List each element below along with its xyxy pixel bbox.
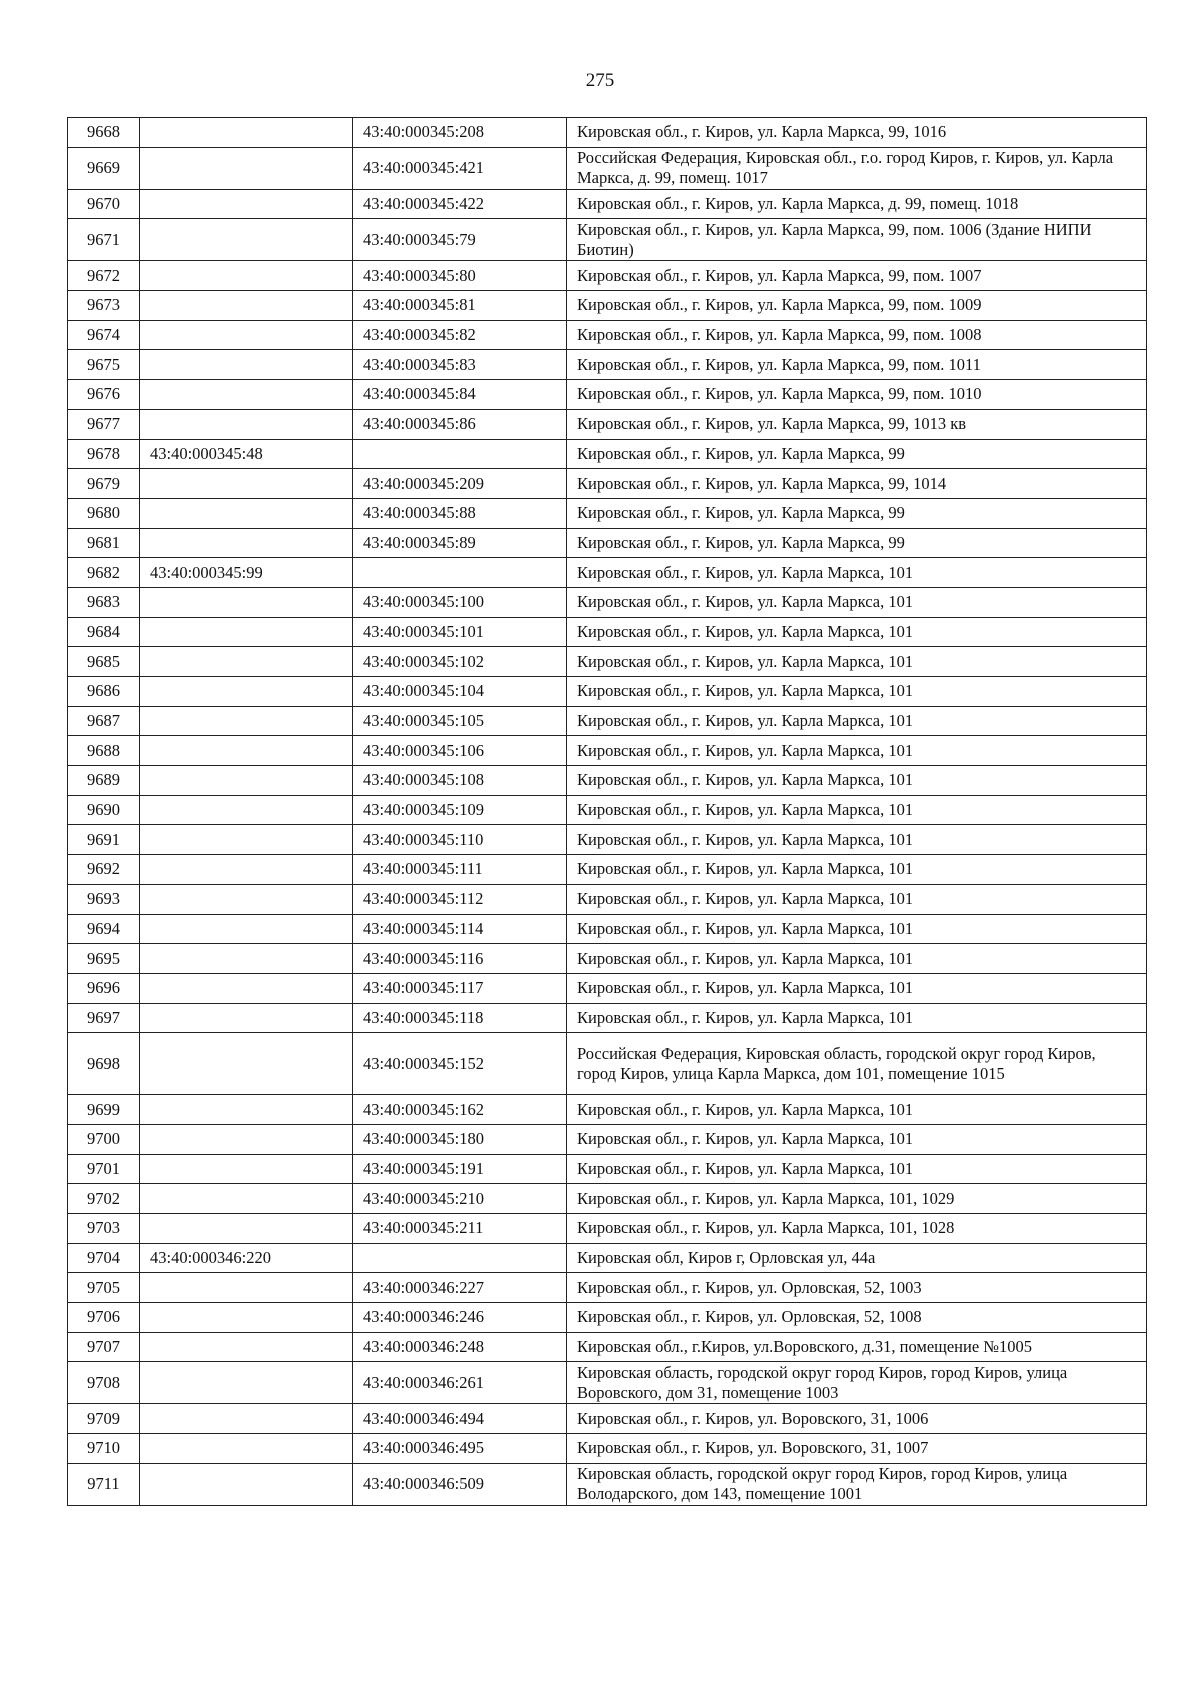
parent-cadastral-cell bbox=[140, 189, 353, 219]
cadastral-number-cell: 43:40:000345:209 bbox=[353, 469, 567, 499]
cadastral-number-cell: 43:40:000345:102 bbox=[353, 647, 567, 677]
address-cell: Российская Федерация, Кировская обл., г.о. город Киров, г. Киров, ул. Карла Маркса, д. 99, помещ. 1017 bbox=[567, 147, 1147, 189]
row-number-cell: 9695 bbox=[68, 944, 140, 974]
parent-cadastral-cell bbox=[140, 1463, 353, 1505]
table-row bbox=[68, 439, 1147, 469]
cadastral-number-cell: 43:40:000346:261 bbox=[353, 1362, 567, 1404]
address-cell: Кировская обл., г. Киров, ул. Карла Маркса, 99, пом. 1011 bbox=[567, 350, 1147, 380]
table-row bbox=[68, 350, 1147, 380]
cadastral-number-cell: 43:40:000345:81 bbox=[353, 291, 567, 321]
table-row bbox=[68, 1404, 1147, 1434]
address-cell: Кировская обл., г. Киров, ул. Воровского, 31, 1007 bbox=[567, 1434, 1147, 1464]
address-cell: Кировская обл., г. Киров, ул. Карла Маркса, 101 bbox=[567, 825, 1147, 855]
row-number-cell: 9681 bbox=[68, 528, 140, 558]
row-number-cell: 9674 bbox=[68, 320, 140, 350]
table-row bbox=[68, 261, 1147, 291]
table-row bbox=[68, 884, 1147, 914]
registry-table bbox=[67, 117, 1147, 1506]
address-cell: Кировская обл., г. Киров, ул. Карла Маркса, 101 bbox=[567, 736, 1147, 766]
row-number-cell: 9696 bbox=[68, 973, 140, 1003]
table-row bbox=[68, 944, 1147, 974]
parent-cadastral-cell bbox=[140, 1404, 353, 1434]
cadastral-number-cell: 43:40:000345:421 bbox=[353, 147, 567, 189]
row-number-cell: 9678 bbox=[68, 439, 140, 469]
row-number-cell: 9671 bbox=[68, 219, 140, 261]
row-number-cell: 9697 bbox=[68, 1003, 140, 1033]
cadastral-number-cell: 43:40:000345:110 bbox=[353, 825, 567, 855]
parent-cadastral-cell bbox=[140, 261, 353, 291]
address-cell: Кировская обл., г. Киров, ул. Карла Маркса, 101 bbox=[567, 558, 1147, 588]
cadastral-number-cell: 43:40:000346:495 bbox=[353, 1434, 567, 1464]
parent-cadastral-cell bbox=[140, 350, 353, 380]
row-number-cell: 9682 bbox=[68, 558, 140, 588]
parent-cadastral-cell bbox=[140, 147, 353, 189]
registry-table-body bbox=[68, 118, 1147, 1506]
address-cell: Кировская обл., г. Киров, ул. Карла Маркса, 101 bbox=[567, 766, 1147, 796]
table-row bbox=[68, 1033, 1147, 1095]
row-number-cell: 9694 bbox=[68, 914, 140, 944]
row-number-cell: 9700 bbox=[68, 1124, 140, 1154]
table-row bbox=[68, 736, 1147, 766]
address-cell: Кировская обл., г. Киров, ул. Карла Маркса, 99, 1013 кв bbox=[567, 409, 1147, 439]
address-cell: Кировская обл., г. Киров, ул. Карла Маркса, 101 bbox=[567, 677, 1147, 707]
parent-cadastral-cell bbox=[140, 528, 353, 558]
row-number-cell: 9702 bbox=[68, 1184, 140, 1214]
parent-cadastral-cell bbox=[140, 118, 353, 148]
table-row bbox=[68, 147, 1147, 189]
row-number-cell: 9698 bbox=[68, 1033, 140, 1095]
parent-cadastral-cell: 43:40:000345:48 bbox=[140, 439, 353, 469]
table-row bbox=[68, 219, 1147, 261]
cadastral-number-cell: 43:40:000346:246 bbox=[353, 1303, 567, 1333]
cadastral-number-cell: 43:40:000345:211 bbox=[353, 1214, 567, 1244]
table-row bbox=[68, 1095, 1147, 1125]
address-cell: Кировская обл., г. Киров, ул. Карла Маркса, 101 bbox=[567, 617, 1147, 647]
address-cell: Кировская обл., г. Киров, ул. Карла Маркса, 101 bbox=[567, 647, 1147, 677]
row-number-cell: 9672 bbox=[68, 261, 140, 291]
table-row bbox=[68, 587, 1147, 617]
row-number-cell: 9668 bbox=[68, 118, 140, 148]
cadastral-number-cell: 43:40:000345:89 bbox=[353, 528, 567, 558]
table-row bbox=[68, 1124, 1147, 1154]
row-number-cell: 9711 bbox=[68, 1463, 140, 1505]
row-number-cell: 9673 bbox=[68, 291, 140, 321]
parent-cadastral-cell bbox=[140, 1273, 353, 1303]
cadastral-number-cell: 43:40:000345:80 bbox=[353, 261, 567, 291]
cadastral-number-cell: 43:40:000345:162 bbox=[353, 1095, 567, 1125]
address-cell: Кировская обл., г. Киров, ул. Карла Маркса, 99 bbox=[567, 528, 1147, 558]
address-cell: Кировская обл., г. Киров, ул. Карла Маркса, 101 bbox=[567, 944, 1147, 974]
cadastral-number-cell: 43:40:000345:86 bbox=[353, 409, 567, 439]
cadastral-number-cell: 43:40:000346:509 bbox=[353, 1463, 567, 1505]
address-cell: Кировская обл., г. Киров, ул. Карла Маркса, 101 bbox=[567, 1003, 1147, 1033]
cadastral-number-cell: 43:40:000346:248 bbox=[353, 1332, 567, 1362]
parent-cadastral-cell bbox=[140, 469, 353, 499]
address-cell: Кировская обл., г. Киров, ул. Карла Маркса, 99, пом. 1007 bbox=[567, 261, 1147, 291]
address-cell: Кировская обл., г. Киров, ул. Карла Маркса, 101 bbox=[567, 914, 1147, 944]
table-row bbox=[68, 528, 1147, 558]
parent-cadastral-cell bbox=[140, 944, 353, 974]
table-row bbox=[68, 469, 1147, 499]
table-row bbox=[68, 795, 1147, 825]
address-cell: Кировская область, городской округ город Киров, город Киров, улица Воровского, дом 31, помещение 1003 bbox=[567, 1362, 1147, 1404]
table-row bbox=[68, 647, 1147, 677]
parent-cadastral-cell bbox=[140, 1332, 353, 1362]
cadastral-number-cell: 43:40:000345:108 bbox=[353, 766, 567, 796]
cadastral-number-cell: 43:40:000345:180 bbox=[353, 1124, 567, 1154]
parent-cadastral-cell bbox=[140, 914, 353, 944]
cadastral-number-cell: 43:40:000345:105 bbox=[353, 706, 567, 736]
parent-cadastral-cell bbox=[140, 219, 353, 261]
row-number-cell: 9686 bbox=[68, 677, 140, 707]
address-cell: Кировская обл., г. Киров, ул. Карла Маркса, 99 bbox=[567, 498, 1147, 528]
cadastral-number-cell: 43:40:000345:104 bbox=[353, 677, 567, 707]
parent-cadastral-cell bbox=[140, 766, 353, 796]
address-cell: Кировская обл., г. Киров, ул. Карла Маркса, 101, 1028 bbox=[567, 1214, 1147, 1244]
row-number-cell: 9669 bbox=[68, 147, 140, 189]
cadastral-number-cell: 43:40:000345:88 bbox=[353, 498, 567, 528]
address-cell: Кировская обл., г. Киров, ул. Карла Маркса, 101 bbox=[567, 795, 1147, 825]
row-number-cell: 9690 bbox=[68, 795, 140, 825]
table-row bbox=[68, 1273, 1147, 1303]
parent-cadastral-cell bbox=[140, 647, 353, 677]
cadastral-number-cell: 43:40:000345:422 bbox=[353, 189, 567, 219]
row-number-cell: 9688 bbox=[68, 736, 140, 766]
address-cell: Кировская обл., г. Киров, ул. Карла Маркса, 101 bbox=[567, 1154, 1147, 1184]
table-row bbox=[68, 1362, 1147, 1404]
parent-cadastral-cell bbox=[140, 1434, 353, 1464]
parent-cadastral-cell bbox=[140, 1362, 353, 1404]
cadastral-number-cell: 43:40:000345:208 bbox=[353, 118, 567, 148]
table-row bbox=[68, 1243, 1147, 1273]
table-row bbox=[68, 766, 1147, 796]
table-row bbox=[68, 825, 1147, 855]
parent-cadastral-cell bbox=[140, 1095, 353, 1125]
cadastral-number-cell bbox=[353, 558, 567, 588]
cadastral-number-cell: 43:40:000345:210 bbox=[353, 1184, 567, 1214]
row-number-cell: 9676 bbox=[68, 380, 140, 410]
parent-cadastral-cell bbox=[140, 855, 353, 885]
row-number-cell: 9707 bbox=[68, 1332, 140, 1362]
address-cell: Российская Федерация, Кировская область, городской округ город Киров, город Киров, улица Карла Маркса, дом 101, помещение 1015 bbox=[567, 1033, 1147, 1095]
cadastral-number-cell: 43:40:000345:84 bbox=[353, 380, 567, 410]
row-number-cell: 9693 bbox=[68, 884, 140, 914]
row-number-cell: 9705 bbox=[68, 1273, 140, 1303]
table-row bbox=[68, 617, 1147, 647]
row-number-cell: 9679 bbox=[68, 469, 140, 499]
address-cell: Кировская обл., г. Киров, ул. Воровского, 31, 1006 bbox=[567, 1404, 1147, 1434]
address-cell: Кировская обл., г. Киров, ул. Карла Маркса, 99, пом. 1009 bbox=[567, 291, 1147, 321]
row-number-cell: 9687 bbox=[68, 706, 140, 736]
cadastral-number-cell: 43:40:000345:106 bbox=[353, 736, 567, 766]
parent-cadastral-cell bbox=[140, 498, 353, 528]
row-number-cell: 9680 bbox=[68, 498, 140, 528]
row-number-cell: 9670 bbox=[68, 189, 140, 219]
parent-cadastral-cell bbox=[140, 1003, 353, 1033]
parent-cadastral-cell: 43:40:000345:99 bbox=[140, 558, 353, 588]
table-row bbox=[68, 706, 1147, 736]
table-row bbox=[68, 914, 1147, 944]
address-cell: Кировская обл., г. Киров, ул. Карла Маркса, 101 bbox=[567, 706, 1147, 736]
cadastral-number-cell: 43:40:000345:116 bbox=[353, 944, 567, 974]
cadastral-number-cell: 43:40:000345:117 bbox=[353, 973, 567, 1003]
table-row bbox=[68, 1184, 1147, 1214]
address-cell: Кировская обл., г. Киров, ул. Карла Маркса, д. 99, помещ. 1018 bbox=[567, 189, 1147, 219]
address-cell: Кировская обл., г.Киров, ул.Воровского, д.31, помещение №1005 bbox=[567, 1332, 1147, 1362]
parent-cadastral-cell bbox=[140, 409, 353, 439]
table-row bbox=[68, 380, 1147, 410]
table-row bbox=[68, 1303, 1147, 1333]
cadastral-number-cell: 43:40:000345:79 bbox=[353, 219, 567, 261]
page-number: 275 bbox=[585, 70, 615, 91]
table-row bbox=[68, 498, 1147, 528]
table-row bbox=[68, 558, 1147, 588]
table-row bbox=[68, 189, 1147, 219]
parent-cadastral-cell bbox=[140, 320, 353, 350]
parent-cadastral-cell bbox=[140, 380, 353, 410]
address-cell: Кировская обл., г. Киров, ул. Карла Маркса, 99, 1014 bbox=[567, 469, 1147, 499]
parent-cadastral-cell bbox=[140, 973, 353, 1003]
row-number-cell: 9692 bbox=[68, 855, 140, 885]
parent-cadastral-cell bbox=[140, 587, 353, 617]
cadastral-number-cell: 43:40:000345:100 bbox=[353, 587, 567, 617]
cadastral-number-cell: 43:40:000345:83 bbox=[353, 350, 567, 380]
table-row bbox=[68, 1154, 1147, 1184]
table-row bbox=[68, 973, 1147, 1003]
address-cell: Кировская обл., г. Киров, ул. Карла Маркса, 101 bbox=[567, 587, 1147, 617]
parent-cadastral-cell bbox=[140, 1214, 353, 1244]
address-cell: Кировская обл., г. Киров, ул. Карла Маркса, 101, 1029 bbox=[567, 1184, 1147, 1214]
cadastral-number-cell: 43:40:000345:112 bbox=[353, 884, 567, 914]
address-cell: Кировская область, городской округ город Киров, город Киров, улица Володарского, дом 143, помещение 1001 bbox=[567, 1463, 1147, 1505]
parent-cadastral-cell bbox=[140, 825, 353, 855]
address-cell: Кировская обл., г. Киров, ул. Карла Маркса, 99, 1016 bbox=[567, 118, 1147, 148]
row-number-cell: 9675 bbox=[68, 350, 140, 380]
row-number-cell: 9684 bbox=[68, 617, 140, 647]
address-cell: Кировская обл., г. Киров, ул. Карла Маркса, 101 bbox=[567, 1124, 1147, 1154]
parent-cadastral-cell bbox=[140, 1033, 353, 1095]
parent-cadastral-cell bbox=[140, 884, 353, 914]
address-cell: Кировская обл., г. Киров, ул. Карла Маркса, 99 bbox=[567, 439, 1147, 469]
row-number-cell: 9709 bbox=[68, 1404, 140, 1434]
row-number-cell: 9677 bbox=[68, 409, 140, 439]
parent-cadastral-cell bbox=[140, 706, 353, 736]
table-row bbox=[68, 1434, 1147, 1464]
address-cell: Кировская обл., г. Киров, ул. Карла Маркса, 99, пом. 1006 (Здание НИПИ Биотин) bbox=[567, 219, 1147, 261]
table-row bbox=[68, 409, 1147, 439]
row-number-cell: 9704 bbox=[68, 1243, 140, 1273]
cadastral-number-cell: 43:40:000345:109 bbox=[353, 795, 567, 825]
address-cell: Кировская обл., г. Киров, ул. Карла Маркса, 101 bbox=[567, 1095, 1147, 1125]
table-row bbox=[68, 1214, 1147, 1244]
row-number-cell: 9691 bbox=[68, 825, 140, 855]
parent-cadastral-cell: 43:40:000346:220 bbox=[140, 1243, 353, 1273]
table-row bbox=[68, 1463, 1147, 1505]
row-number-cell: 9689 bbox=[68, 766, 140, 796]
parent-cadastral-cell bbox=[140, 1184, 353, 1214]
address-cell: Кировская обл., г. Киров, ул. Карла Маркса, 99, пом. 1010 bbox=[567, 380, 1147, 410]
cadastral-number-cell: 43:40:000345:114 bbox=[353, 914, 567, 944]
address-cell: Кировская обл., г. Киров, ул. Карла Маркса, 101 bbox=[567, 855, 1147, 885]
cadastral-number-cell: 43:40:000345:191 bbox=[353, 1154, 567, 1184]
cadastral-number-cell: 43:40:000346:227 bbox=[353, 1273, 567, 1303]
row-number-cell: 9706 bbox=[68, 1303, 140, 1333]
table-row bbox=[68, 855, 1147, 885]
row-number-cell: 9703 bbox=[68, 1214, 140, 1244]
cadastral-number-cell: 43:40:000346:494 bbox=[353, 1404, 567, 1434]
cadastral-number-cell: 43:40:000345:111 bbox=[353, 855, 567, 885]
cadastral-number-cell: 43:40:000345:152 bbox=[353, 1033, 567, 1095]
row-number-cell: 9710 bbox=[68, 1434, 140, 1464]
cadastral-number-cell bbox=[353, 1243, 567, 1273]
address-cell: Кировская обл., г. Киров, ул. Карла Маркса, 101 bbox=[567, 973, 1147, 1003]
table-row bbox=[68, 677, 1147, 707]
table-row bbox=[68, 291, 1147, 321]
parent-cadastral-cell bbox=[140, 736, 353, 766]
cadastral-number-cell: 43:40:000345:82 bbox=[353, 320, 567, 350]
parent-cadastral-cell bbox=[140, 1303, 353, 1333]
parent-cadastral-cell bbox=[140, 1154, 353, 1184]
table-row bbox=[68, 118, 1147, 148]
row-number-cell: 9683 bbox=[68, 587, 140, 617]
address-cell: Кировская обл., г. Киров, ул. Орловская, 52, 1008 bbox=[567, 1303, 1147, 1333]
cadastral-number-cell: 43:40:000345:118 bbox=[353, 1003, 567, 1033]
parent-cadastral-cell bbox=[140, 795, 353, 825]
cadastral-number-cell: 43:40:000345:101 bbox=[353, 617, 567, 647]
table-row bbox=[68, 320, 1147, 350]
parent-cadastral-cell bbox=[140, 677, 353, 707]
row-number-cell: 9708 bbox=[68, 1362, 140, 1404]
parent-cadastral-cell bbox=[140, 617, 353, 647]
row-number-cell: 9701 bbox=[68, 1154, 140, 1184]
row-number-cell: 9699 bbox=[68, 1095, 140, 1125]
parent-cadastral-cell bbox=[140, 291, 353, 321]
address-cell: Кировская обл., г. Киров, ул. Орловская, 52, 1003 bbox=[567, 1273, 1147, 1303]
table-row bbox=[68, 1332, 1147, 1362]
address-cell: Кировская обл., г. Киров, ул. Карла Маркса, 101 bbox=[567, 884, 1147, 914]
address-cell: Кировская обл, Киров г, Орловская ул, 44а bbox=[567, 1243, 1147, 1273]
table-row bbox=[68, 1003, 1147, 1033]
parent-cadastral-cell bbox=[140, 1124, 353, 1154]
cadastral-number-cell bbox=[353, 439, 567, 469]
row-number-cell: 9685 bbox=[68, 647, 140, 677]
address-cell: Кировская обл., г. Киров, ул. Карла Маркса, 99, пом. 1008 bbox=[567, 320, 1147, 350]
